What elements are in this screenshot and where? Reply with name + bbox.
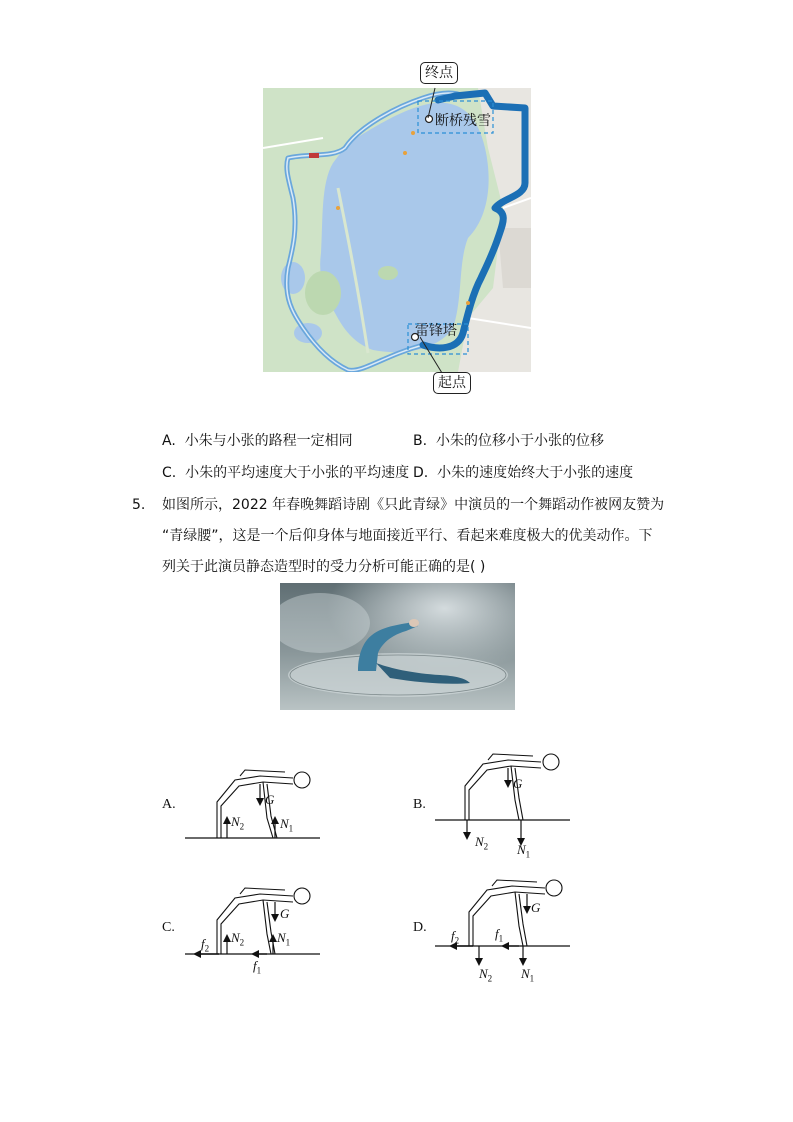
diagram-c [185,882,325,977]
diagram-a-label-n2-sub: 2 [239,821,245,832]
q5-line-3: 列关于此演员静态造型时的受力分析可能正确的是( ) [162,559,486,575]
diagram-d-label-f1-main: f [495,926,499,941]
diagram-b-label-n1-main: N [517,842,526,857]
diagram-c-label-n1-main: N [277,930,286,945]
diagram-a-label-n1-sub: 1 [288,823,294,834]
diagram-d-label-n2-sub: 2 [487,973,493,984]
diagram-d-label-f1 [495,926,503,944]
map-end-place-label: 断桥残雪 [435,113,491,129]
diagram-a-label-n2 [231,814,244,832]
start-callout: 起点 [433,372,471,394]
diagram-c-label-f1-sub: 1 [256,965,262,976]
q5-line-1: 如图所示，2022 年春晚舞蹈诗剧《只此青绿》中演员的一个舞蹈动作被网友赞为 [162,497,665,513]
diagram-d-label-g: G [531,900,541,915]
q5-number: 5. [132,497,146,513]
diagram-d-label-f2 [451,928,459,946]
diagram-b-label-n1 [517,842,530,860]
diagram-b-graphic [435,748,575,863]
diagram-c-label-n2-main: N [231,930,240,945]
diagram-d-label-f2-main: f [451,928,455,943]
diagram-a-label-n1 [280,816,293,834]
diagram-b-label-n2-sub: 2 [483,841,489,852]
end-callout: 终点 [420,62,458,84]
diagram-d-label-f1-sub: 1 [498,933,504,944]
diagram-a [185,762,325,847]
diagram-d-label-n2-main: N [479,966,488,981]
diagram-d-letter: D. [413,920,427,935]
diagram-c-label-n2-sub: 2 [239,937,245,948]
diagram-d-label-n2 [479,966,492,984]
diagram-a-label-n1-main: N [280,816,289,831]
diagram-d-label-f2-sub: 2 [454,935,460,946]
diagram-c-label-f2 [201,936,209,954]
diagram-d-label-n1 [521,966,534,984]
q4-option-c-text: 小朱的平均速度大于小张的平均速度 [185,465,410,481]
q4-option-d-letter: D. [413,465,429,481]
diagram-c-label-n1 [277,930,290,948]
diagram-b-label-n2 [475,834,488,852]
diagram-c-label-g: G [280,906,290,921]
diagram-b-label-g: G [513,776,523,791]
diagram-c-letter: C. [162,920,175,935]
q4-option-c [162,463,409,483]
q4-option-c-letter: C. [162,465,177,481]
q4-option-b-letter: B. [413,433,428,449]
diagram-c-label-f2-main: f [201,936,205,951]
diagram-b-label-n1-sub: 1 [525,849,531,860]
q4-option-b-text: 小朱的位移小于小张的位移 [435,433,604,449]
q5-line-2: “青绿腰”，这是一个后仰身体与地面接近平行、看起来难度极大的优美动作。下 [162,528,653,544]
diagram-a-label-g: G [265,792,275,807]
diagram-d [435,872,575,987]
diagram-c-label-f2-sub: 2 [204,943,210,954]
dancer-photo [280,583,515,710]
diagram-c-label-f1-main: f [253,958,257,973]
diagram-a-label-n2-main: N [231,814,240,829]
diagram-d-label-n1-sub: 1 [529,973,535,984]
diagram-a-letter: A. [162,797,176,812]
route-map [263,88,531,372]
q4-option-a-letter: A. [162,433,176,449]
dancer-photo-graphic [280,583,515,710]
map-start-place-label: 雷锋塔 [415,323,457,339]
diagram-c-label-n1-sub: 1 [285,937,291,948]
diagram-b [435,748,575,863]
q4-option-a-text: 小朱与小张的路程一定相同 [184,433,353,449]
diagram-d-label-n1-main: N [521,966,530,981]
q4-option-d-text: 小朱的速度始终大于小张的速度 [437,465,634,481]
diagram-a-graphic [185,762,325,847]
q4-option-d [413,463,633,483]
diagram-b-label-n2-main: N [475,834,484,849]
diagram-c-label-n2 [231,930,244,948]
q4-option-b [413,431,604,451]
diagram-b-letter: B. [413,797,426,812]
q4-option-a [162,431,353,451]
diagram-c-label-f1 [253,958,261,976]
route-map-graphic [263,88,531,372]
